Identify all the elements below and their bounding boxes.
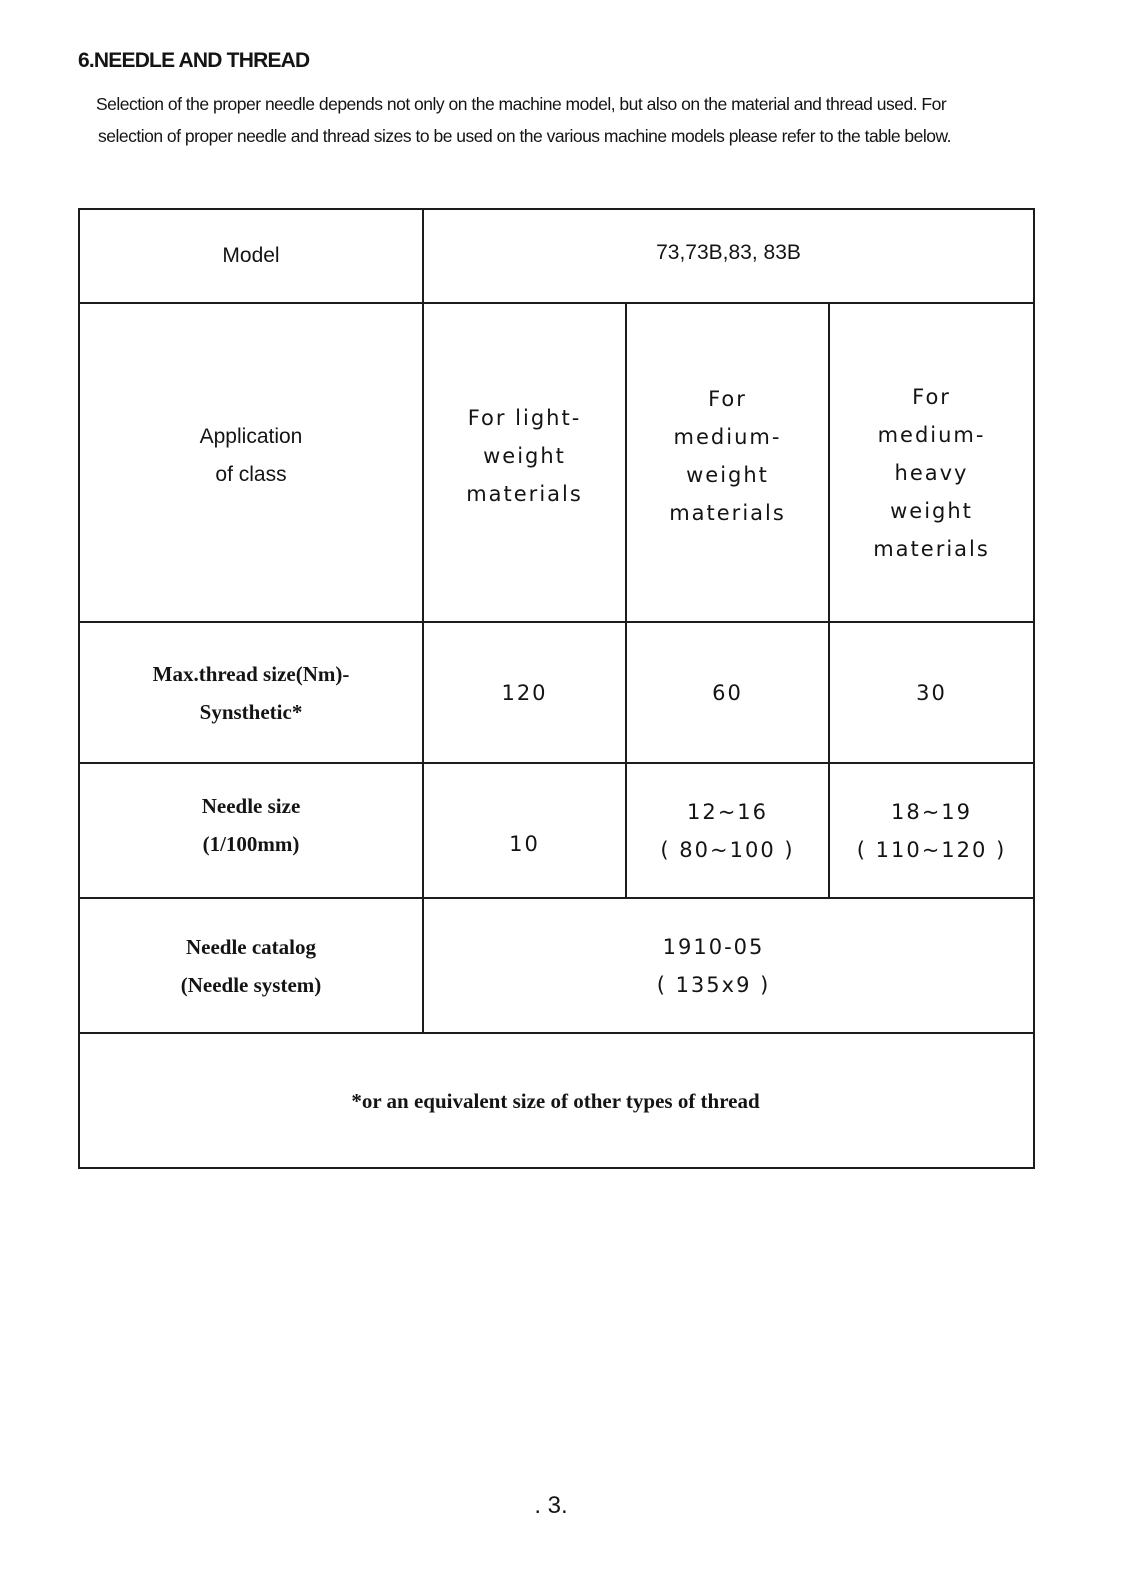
thread-size-label: Max.thread size(Nm)- Synsthetic* [79, 622, 423, 763]
page-number: . 3. [534, 1492, 568, 1519]
intro-line-2: selection of proper needle and thread sizes to be used on the various machine models please refer to the table below. [98, 126, 952, 146]
model-row [79, 209, 1034, 303]
needle-size-medium-heavy: 18~19 ( 110~120 ) [829, 763, 1034, 898]
intro-line-1: Selection of the proper needle depends not only on the machine model, but also on the material and thread used. For [96, 94, 947, 114]
model-label: Model [79, 209, 423, 303]
needle-size-medium: 12~16 ( 80~100 ) [626, 763, 829, 898]
thread-size-row [79, 622, 1034, 763]
needle-thread-table [78, 208, 1035, 1169]
needle-catalog-label: Needle catalog (Needle system) [79, 898, 423, 1033]
footnote-row [79, 1033, 1034, 1168]
needle-size-light: 10 [423, 763, 626, 898]
model-value: 73,73B,83, 83B [423, 209, 1034, 303]
class-medium: For medium- weight materials [626, 303, 829, 622]
application-row [79, 303, 1034, 622]
thread-size-light: 120 [423, 622, 626, 763]
class-medium-heavy: For medium- heavy weight materials [829, 303, 1034, 622]
class-light: For light- weight materials [423, 303, 626, 622]
footnote: *or an equivalent size of other types of thread [79, 1033, 1034, 1168]
needle-catalog-value: 1910-05 ( 135x9 ) [423, 898, 1034, 1033]
thread-size-medium-heavy: 30 [829, 622, 1034, 763]
section-title: 6.NEEDLE AND THREAD [78, 49, 310, 72]
intro-paragraph [96, 88, 1056, 152]
needle-size-label: Needle size (1/100mm) [79, 763, 423, 898]
application-label: Application of class [79, 303, 423, 622]
needle-catalog-row [79, 898, 1034, 1033]
thread-size-medium: 60 [626, 622, 829, 763]
needle-size-row [79, 763, 1034, 898]
